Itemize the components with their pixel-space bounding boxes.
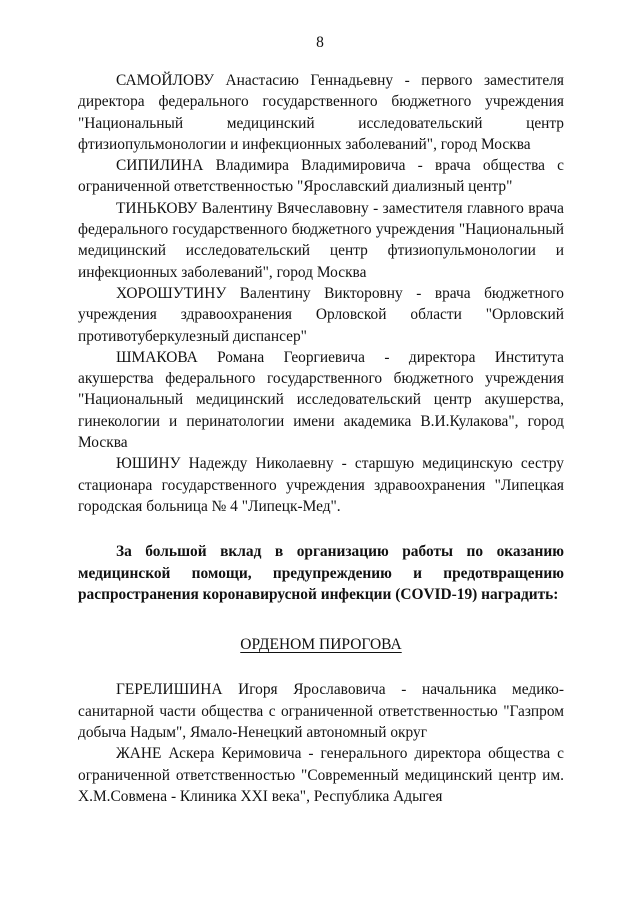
- award-entry-tinkova: ТИНЬКОВУ Валентину Вячеславовну - заместителя главного врача федерального государственного бюджетного учреждения "Национальный медицинский исследовательский центр фтизиопульмонологии и инфекционных заболеваний", город Москва: [78, 199, 564, 281]
- award-entry-khoroshutina: ХОРОШУТИНУ Валентину Викторовну - врача бюджетного учреждения здравоохранения Орловской области "Орловский противотуберкулезный диспансер": [78, 284, 564, 345]
- award-entry-samoylova: САМОЙЛОВУ Анастасию Геннадьевну - первого заместителя директора федерального государственного бюджетного учреждения "Национальный медицинский исследовательский центр фтизиопульмонологии и инфекционных заболеваний", город Москва: [78, 72, 564, 153]
- award-entry-zhane: ЖАНЕ Аскера Керимовича - генерального директора общества с ограниченной ответственностью "Современный медицинский центр им. Х.М.Совмена - Клиника XXI века", Республика Адыгея: [78, 745, 564, 805]
- award-entry-sipilin: СИПИЛИНА Владимира Владимировича - врача общества с ограниченной ответственностью "Ярославский диализный центр": [78, 157, 564, 196]
- document-body: [78, 70, 564, 807]
- award-entry-shmakov: ШМАКОВА Романа Георгиевича - директора Института акушерства федерального государственного бюджетного учреждения "Национальный медицинский исследовательский центр акушерства, гинекологии и перинатологии имени академика В.И.Кулакова", город Москва: [78, 348, 564, 452]
- decree-paragraph: За большой вклад в организацию работы по оказанию медицинской помощи, предупреждению и предотвращению распространения коронавирусной инфекции (COVID-19) наградить:: [78, 543, 564, 603]
- page-number: 8: [316, 34, 324, 51]
- award-heading: ОРДЕНОМ ПИРОГОВА: [240, 636, 402, 654]
- award-entry-yushina: ЮШИНУ Надежду Николаевну - старшую медицинскую сестру стационара государственного учреждения здравоохранения "Липецкая городская больница № 4 "Липецк-Мед".: [78, 455, 564, 515]
- award-entry-gerelishin: ГЕРЕЛИШИНА Игоря Ярославовича - начальника медико-санитарной части общества с ограниченной ответственностью "Газпром добыча Надым", Ямало-Ненецкий автономный округ: [78, 681, 564, 742]
